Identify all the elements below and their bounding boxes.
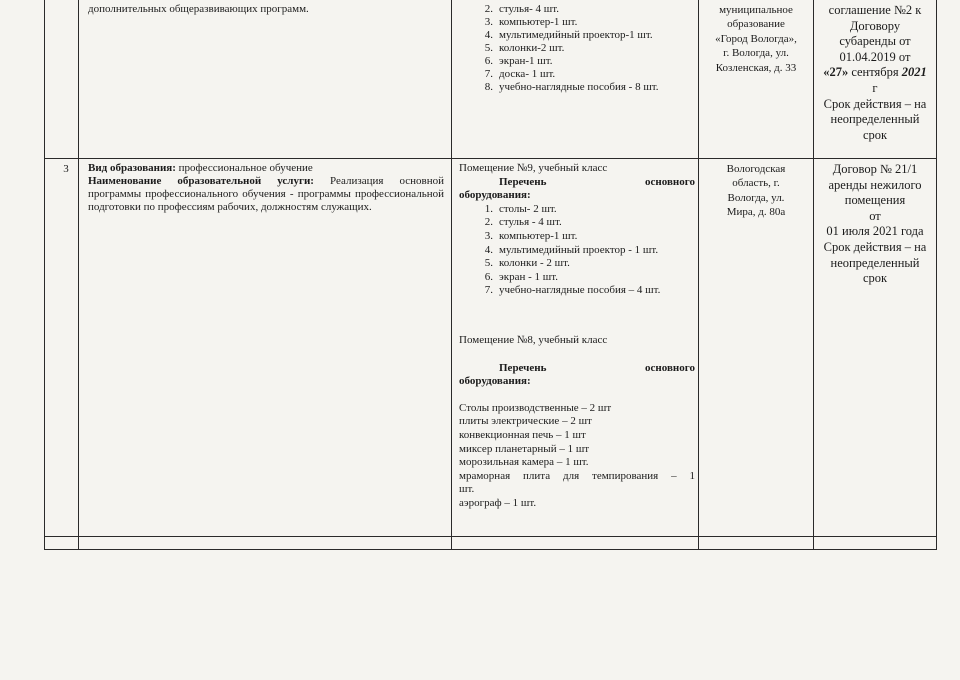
room8-title: Помещение №8, учебный класс xyxy=(459,334,608,346)
list-item: 4. мультимедийный проектор-1 шт. xyxy=(484,29,653,41)
list-item: 3. компьютер-1 шт. xyxy=(484,229,578,242)
list-item: плиты электрические – 2 шт xyxy=(459,415,592,428)
table-col-divider-3 xyxy=(698,0,699,550)
list-item: 8. учебно-наглядные пособия - 8 шт. xyxy=(484,81,659,93)
list-item: 1. столы- 2 шт. xyxy=(484,202,557,215)
education-service: Наименование образовательной услуги: Реализация основной программы профессионального обучения - программы профессиональной подготовки по профессиям рабочих, должностям служащих. xyxy=(88,175,444,213)
row1-equipment-cell xyxy=(459,3,695,94)
list-item: 5. колонки-2 шт. xyxy=(484,42,565,54)
table-col-divider-1 xyxy=(78,0,79,550)
list-item: морозильная камера – 1 шт. xyxy=(459,456,589,469)
row3-owner: Вологодская область, г. Вологда, ул. Мира, д. 80а xyxy=(726,163,786,219)
list-item: миксер планетарный – 1 шт xyxy=(459,442,590,455)
row3-description xyxy=(88,162,444,214)
row1-description: дополнительных общеразвивающих программ. xyxy=(88,3,309,15)
row1-owner: муниципальное образование «Город Вологда», г. Вологда, ул. Козленская, д. 33 xyxy=(715,4,797,74)
list-item: Столы производственные – 2 шт xyxy=(459,401,612,414)
row-number: 3 xyxy=(63,163,69,175)
table-col-divider-2 xyxy=(451,0,452,550)
room8-list-heading: Перечень основного xyxy=(499,361,695,374)
list-item: 5. колонки - 2 шт. xyxy=(484,257,570,270)
list-item: 7. учебно-наглядные пособия – 4 шт. xyxy=(484,284,661,297)
list-item: 2. стулья- 4 шт. xyxy=(484,3,559,15)
room9-block: Помещение №9, учебный класс Перечень основного оборудования: 1. столы- 2 шт. 2. стулья - 4 шт. 3. компьютер-1 шт. 4. мультимедийный проектор - 1 шт. 5. колонки - 2 шт. 6. экран - 1 шт. 7. учебно-наглядные пособия – 4 шт. xyxy=(459,162,695,297)
contract-date: «27» сентября 2021 xyxy=(823,65,927,80)
list-item: 6. экран - 1 шт. xyxy=(484,270,558,283)
list-item: 7. доска- 1 шт. xyxy=(484,68,556,80)
table-col-divider-4 xyxy=(813,0,814,550)
list-item: конвекционная печь – 1 шт xyxy=(459,428,586,441)
room9-list-heading: Перечень основного xyxy=(499,175,695,188)
list-item: 6. экран-1 шт. xyxy=(484,55,553,67)
list-item: 3. компьютер-1 шт. xyxy=(484,16,578,28)
row1-equipment-list xyxy=(473,3,695,94)
row-divider-1 xyxy=(44,158,937,159)
education-type: Вид образования: профессиональное обучение xyxy=(88,162,313,174)
list-item: 4. мультимедийный проектор - 1 шт. xyxy=(484,243,659,256)
row3-contract: Договор № 21/1 аренды нежилого помещения от 01 июля 2021 года Срок действия – на неопределенный срок xyxy=(823,162,927,286)
list-item: шт. xyxy=(459,483,475,496)
room8-block: Помещение №8, учебный класс Перечень основного оборудования: Столы производственные – 2 шт плиты электрические – 2 шт конвекционная печь – 1 шт миксер планетарный – 1 шт морозильная камера – 1 шт. мраморная плита для темпирования – 1 шт. аэрограф – 1 шт. xyxy=(459,334,695,509)
table-border-right xyxy=(936,0,937,550)
row1-contract: соглашение №2 к Договору субаренды от 01.04.2019 от «27» сентября 2021 г Срок действия – на неопределенный срок xyxy=(816,3,934,143)
room9-equipment-list xyxy=(473,203,695,298)
table-border-left xyxy=(44,0,45,550)
room9-title: Помещение №9, учебный класс xyxy=(459,162,608,174)
row-divider-2 xyxy=(44,536,937,537)
list-item: мраморная плита для темпирования – 1 xyxy=(459,469,695,482)
list-item: аэрограф – 1 шт. xyxy=(459,496,537,509)
list-item: 2. стулья - 4 шт. xyxy=(484,216,562,229)
table-border-bottom xyxy=(44,549,937,550)
